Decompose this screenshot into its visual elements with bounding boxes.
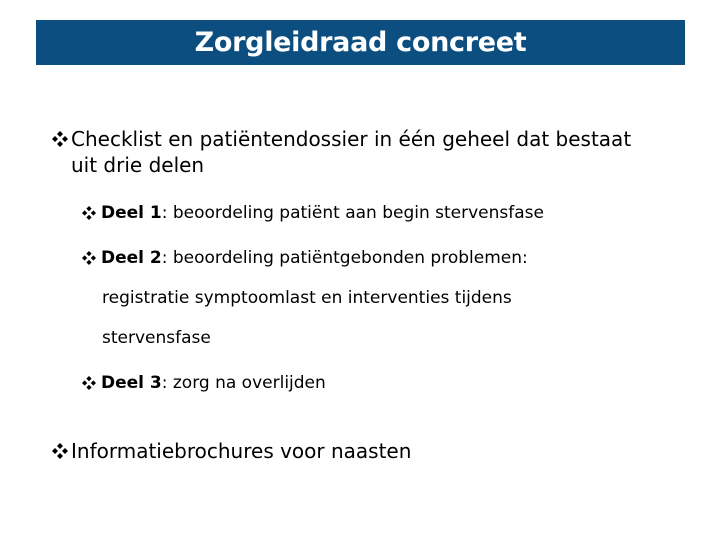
page-title: Zorgleidraad concreet — [194, 27, 527, 58]
subbullet-deel-1 — [82, 202, 544, 224]
diamond-bullet-icon — [82, 206, 96, 220]
diamond-bullet-icon — [82, 376, 96, 390]
subbullet-text: : beoordeling patiënt aan begin stervensfase — [161, 203, 544, 223]
subbullet-label: Deel 1 — [101, 203, 162, 223]
subbullet-continuation: registratie symptoomlast en interventies tijdens — [102, 288, 512, 308]
diamond-bullet-icon — [52, 131, 66, 145]
bullet-text-line: uit drie delen — [71, 153, 205, 177]
subbullet-continuation: stervensfase — [102, 328, 211, 348]
subbullet-deel-2 — [82, 247, 528, 269]
subbullet-label: Deel 2 — [101, 248, 162, 268]
subbullet-label: Deel 3 — [101, 373, 162, 393]
diamond-bullet-icon — [82, 251, 96, 265]
bullet-text-line: Checklist en patiëntendossier in één geheel dat bestaat — [71, 127, 632, 151]
title-bar — [36, 20, 685, 65]
bullet-informatiebrochures — [52, 438, 411, 464]
subbullet-text: : beoordeling patiëntgebonden problemen: — [161, 248, 528, 268]
subbullet-text: : zorg na overlijden — [161, 373, 326, 393]
bullet-text-line: Informatiebrochures voor naasten — [71, 439, 412, 463]
diamond-bullet-icon — [52, 443, 66, 457]
subbullet-deel-3 — [82, 372, 326, 394]
bullet-checklist — [52, 126, 631, 178]
